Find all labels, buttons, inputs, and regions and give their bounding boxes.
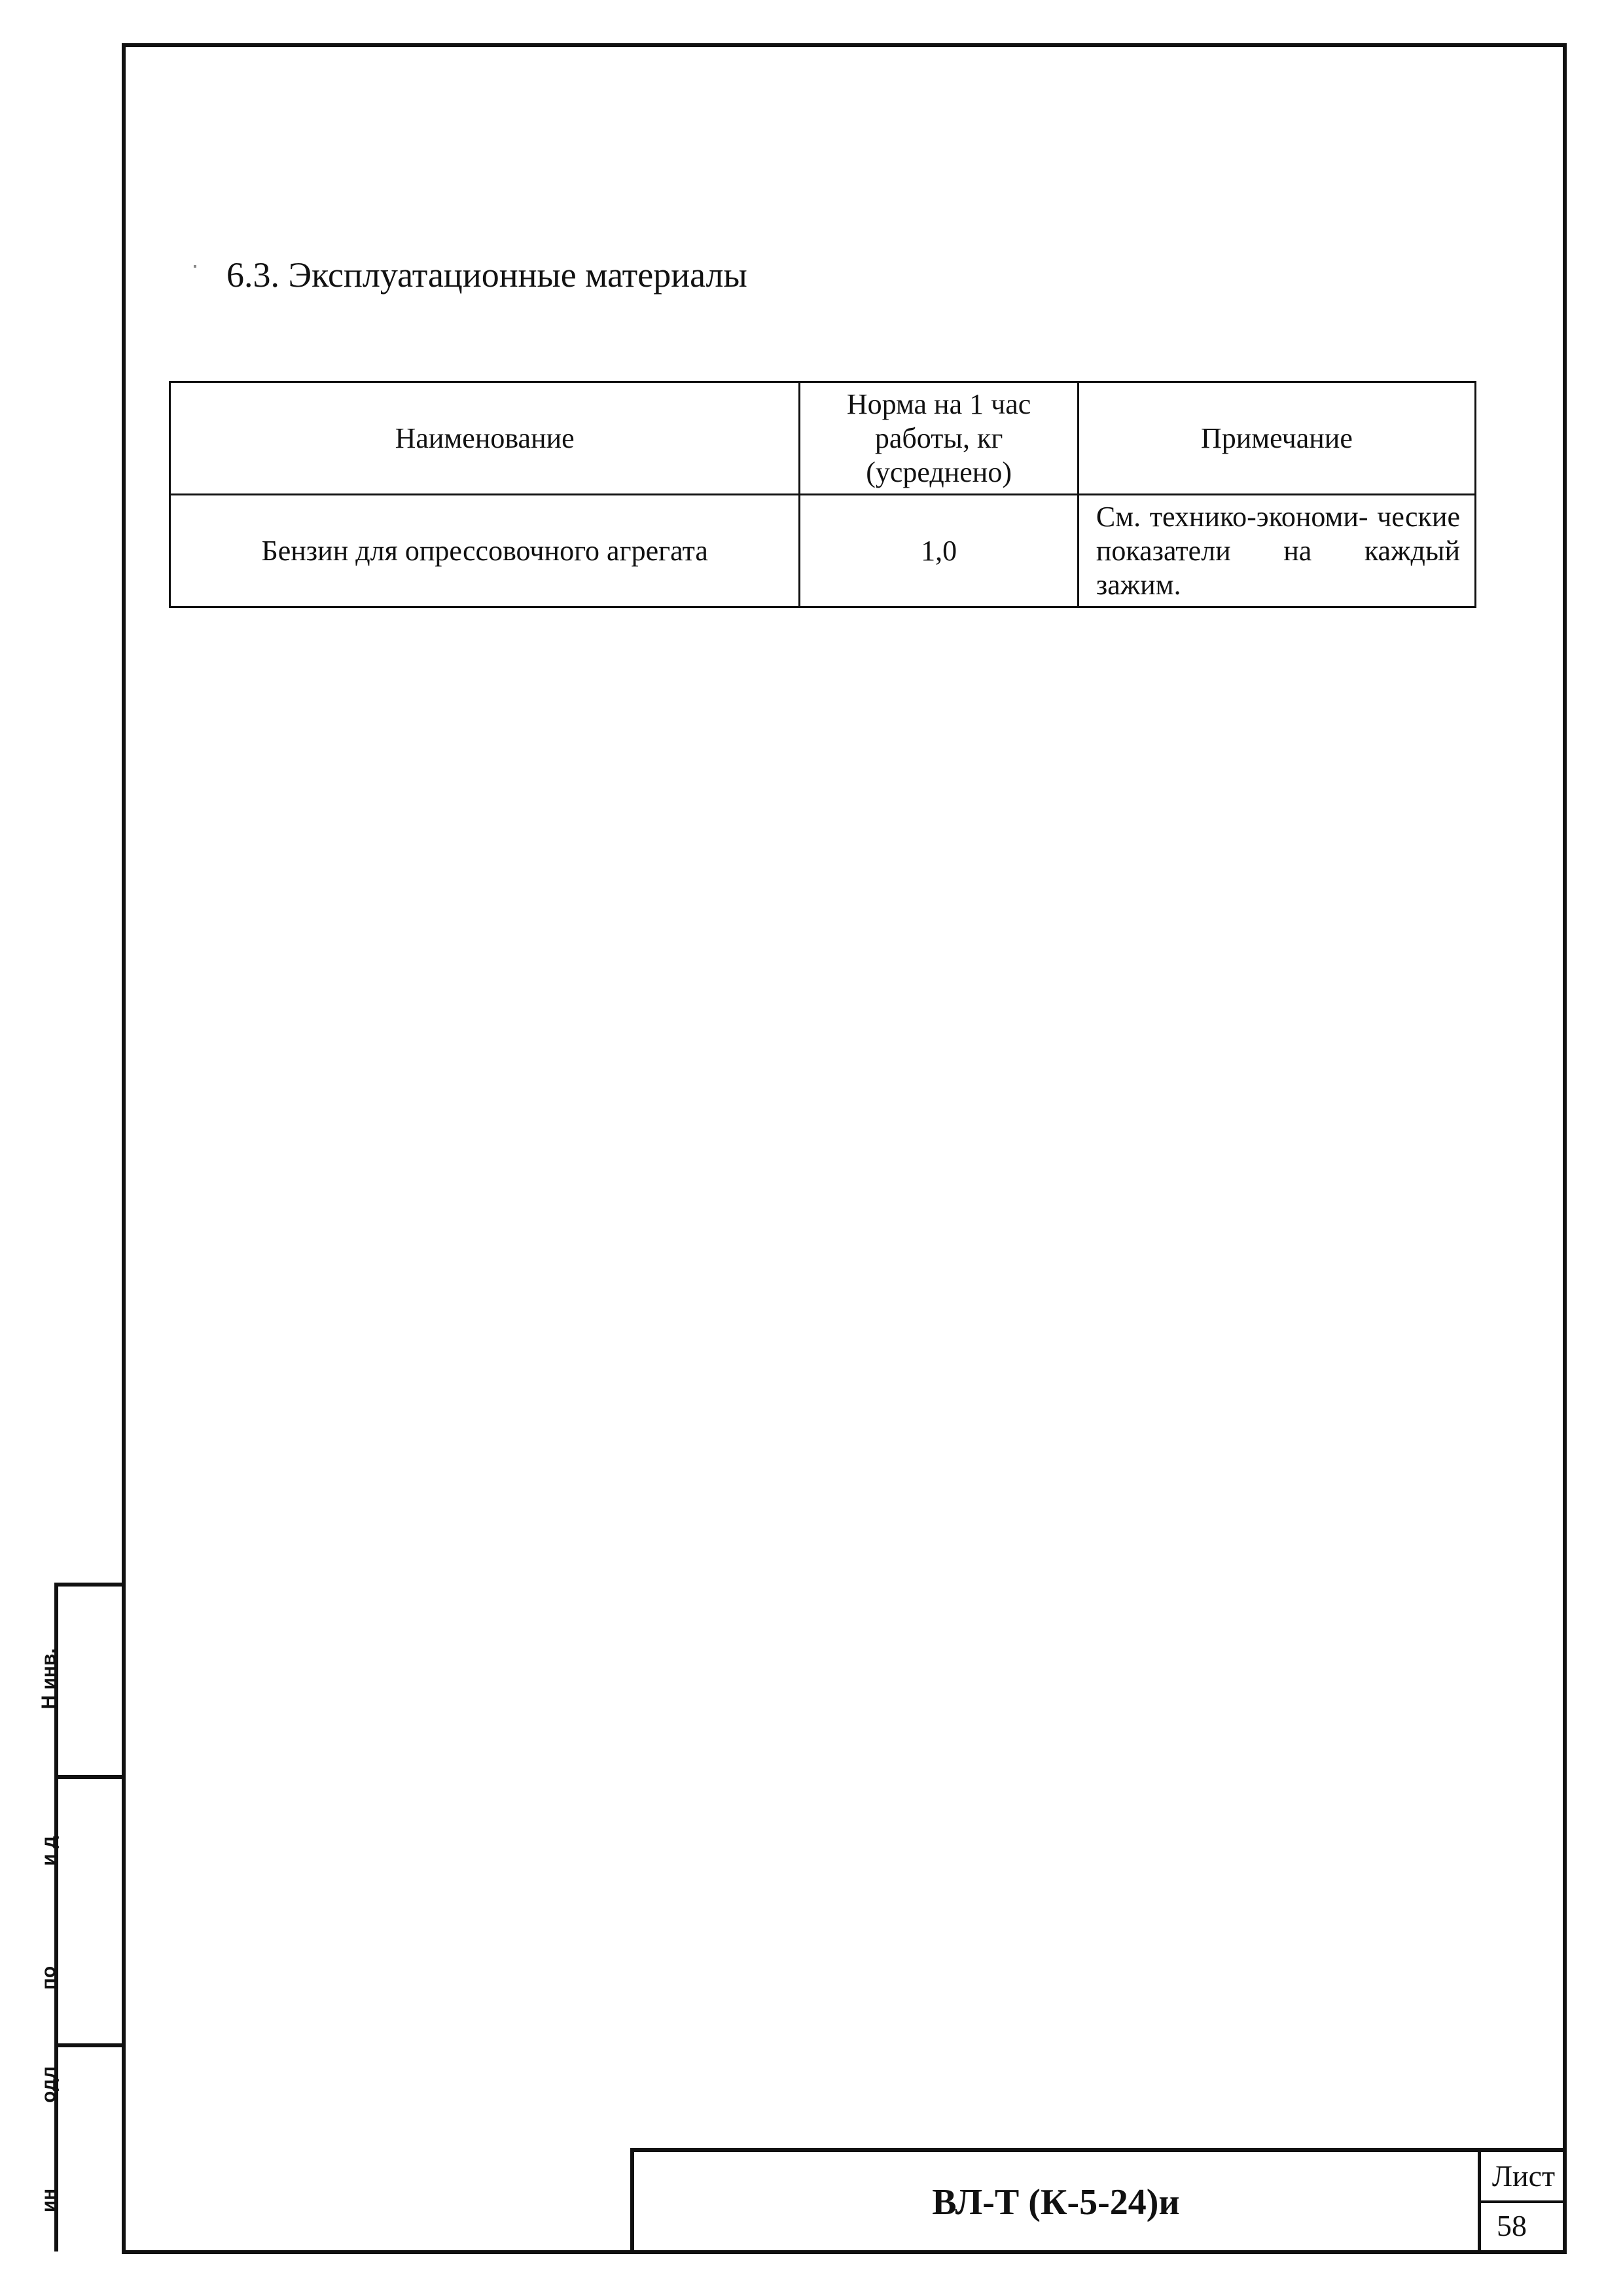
side-label-in: ин <box>38 2188 60 2213</box>
table-row <box>170 495 1476 607</box>
title-block-border <box>630 2148 1567 2152</box>
document-code: ВЛ-Т (К-5-24)и <box>932 2182 1180 2223</box>
drawing-frame <box>122 43 1567 2254</box>
materials-table <box>169 381 1476 608</box>
side-stamp-divider <box>54 1775 124 1779</box>
title-block-border <box>1478 2200 1567 2203</box>
cell-note: См. технико-экономи- ческие показатели на каждый зажим. <box>1078 495 1475 607</box>
side-label-odl: одл <box>38 2066 60 2104</box>
scan-speck <box>194 265 196 268</box>
header-name: Наименование <box>170 382 800 495</box>
side-stamp-divider <box>54 1583 124 1587</box>
side-label-id: и д <box>38 1836 60 1866</box>
cell-name: Бензин для опрессовочного агрегата <box>170 495 800 607</box>
table-header-row <box>170 382 1476 495</box>
section-heading: 6.3. Эксплуатационные материалы <box>226 255 747 295</box>
side-label-inv: Н инв. <box>38 1648 60 1710</box>
cell-norm: 1,0 <box>800 495 1079 607</box>
header-norm: Норма на 1 час работы, кг (усреднено) <box>800 382 1079 495</box>
side-label-po: по <box>38 1965 60 1990</box>
side-stamp-divider <box>54 2043 124 2047</box>
header-note: Примечание <box>1078 382 1475 495</box>
sheet-number: 58 <box>1497 2209 1527 2242</box>
sheet-label: Лист <box>1491 2159 1556 2193</box>
